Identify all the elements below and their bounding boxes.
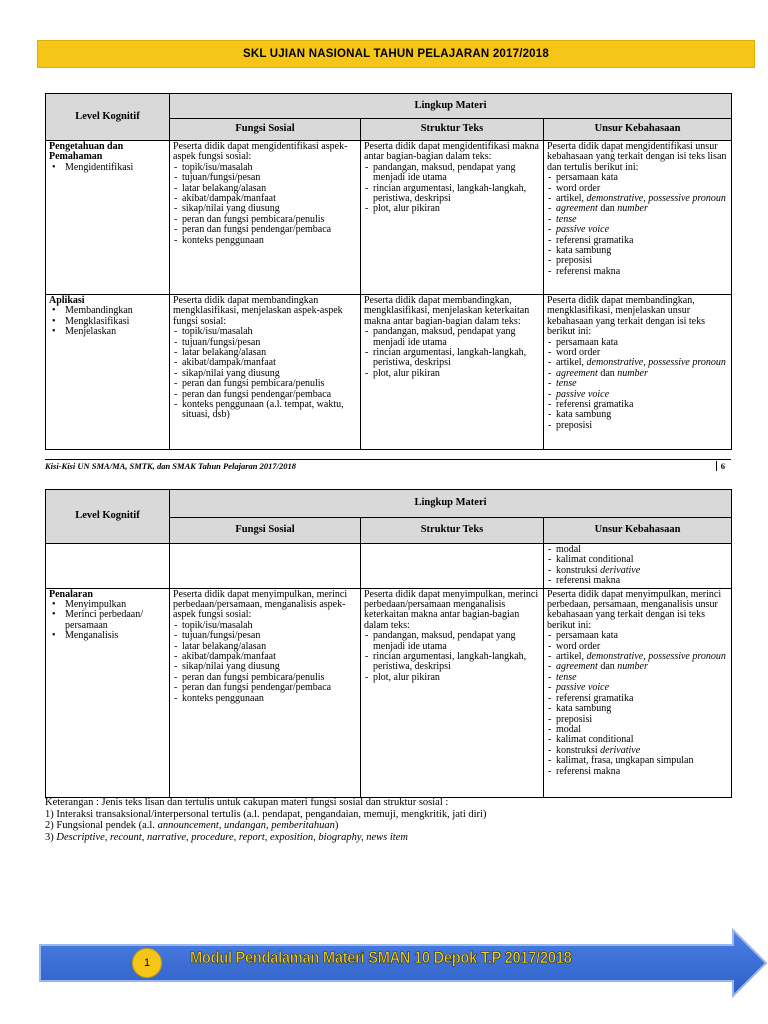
unsur-cell — [544, 544, 732, 589]
level-title: Penalaran — [49, 588, 93, 600]
list-item: - topik/isu/masalah — [173, 621, 357, 631]
list-item-italic: number — [617, 367, 648, 379]
list-item: - preposisi — [547, 715, 728, 725]
unsur-list — [547, 338, 728, 432]
notes-item-2 — [45, 820, 731, 832]
list-item-italic: demonstrative, possessive pronoun — [586, 193, 726, 205]
unsur-intro: Peserta didik dapat mengidentifikasi unsur kebahasaan yang terkait dengan isi teks lisan dan tertulis berikut ini: — [547, 141, 727, 173]
list-item-plain: artikel, — [556, 651, 587, 663]
document-header-bar — [37, 40, 755, 68]
list-item: - peran dan fungsi pembicara/penulis — [173, 673, 357, 683]
unsur-intro: Peserta didik dapat menyimpulkan, merinci perbedaan, persamaan, menganalisis unsur kebahasaan yang terkait dengan isi teks berikut ini: — [547, 588, 722, 631]
list-item: - latar belakang/alasan — [173, 184, 357, 194]
list-item-italic: number — [617, 661, 648, 673]
list-item-italic: demonstrative, possessive pronoun — [586, 357, 726, 369]
level-cell — [46, 141, 170, 295]
struktur-intro: Peserta didik dapat mengidentifikasi makna antar bagian-bagian dalam teks: — [364, 141, 539, 163]
list-item: - sikap/nilai yang diusung — [173, 204, 357, 214]
list-item: - referensi makna — [547, 767, 728, 777]
unsur-list — [547, 631, 728, 777]
level-list — [49, 163, 166, 173]
list-item: - referensi makna — [547, 267, 728, 277]
notes-item-3-plain: 3) — [45, 831, 57, 843]
list-item: - kalimat conditional — [547, 555, 728, 565]
list-item: - topik/isu/masalah — [173, 163, 357, 173]
list-item-italic: agreement — [556, 203, 598, 215]
list-item: - tujuan/fungsi/pesan — [173, 173, 357, 183]
list-item: - rincian argumentasi, langkah-langkah, peristiwa, deskripsi — [364, 348, 540, 369]
list-item: - peran dan fungsi pembicara/penulis — [173, 379, 357, 389]
lingkup-materi-header: Lingkup Materi — [170, 94, 732, 119]
fungsi-sosial-header: Fungsi Sosial — [170, 518, 361, 544]
list-item: - word order — [547, 184, 728, 194]
list-item: - akibat/dampak/manfaat — [173, 652, 357, 662]
fungsi-list — [173, 163, 357, 246]
fungsi-cell — [170, 295, 361, 450]
level-list — [49, 600, 166, 642]
fungsi-intro: Peserta didik dapat mengidentifikasi aspek-aspek fungsi sosial: — [173, 141, 348, 163]
struktur-teks-header: Struktur Teks — [361, 119, 544, 141]
skl-table-1 — [45, 93, 732, 450]
page-caption — [45, 459, 731, 471]
level-title: Aplikasi — [49, 295, 85, 306]
table-row — [46, 295, 732, 450]
list-item: - peran dan fungsi pembicara/penulis — [173, 215, 357, 225]
fungsi-list — [173, 327, 357, 421]
list-item: - preposisi — [547, 421, 728, 431]
notes-item-3-italic: Descriptive, recount, narrative, procedure, report, exposition, biography, news item — [56, 831, 408, 843]
list-item: • Menyimpulkan — [49, 600, 166, 610]
fungsi-cell — [170, 141, 361, 295]
list-item: • Mengklasifikasi — [49, 317, 166, 327]
skl-table-2 — [45, 489, 732, 798]
lingkup-materi-header: Lingkup Materi — [170, 490, 732, 518]
list-item: - persamaan kata — [547, 173, 728, 183]
list-item: - akibat/dampak/manfaat — [173, 358, 357, 368]
level-cell — [46, 295, 170, 450]
list-item: - tujuan/fungsi/pesan — [173, 631, 357, 641]
notes-item-2-plain: 2) Fungsional pendek (a.l. — [45, 820, 158, 831]
notes-item-2-italic: announcement, undangan, pemberitahuan — [157, 820, 335, 831]
list-item: - plot, alur pikiran — [364, 369, 540, 379]
unsur-kebahasaan-header: Unsur Kebahasaan — [544, 119, 732, 141]
fungsi-intro: Peserta didik dapat membandingkan mengklasifikasi, menjelaskan aspek-aspek fungsi sosial: — [173, 295, 343, 327]
list-item: - preposisi — [547, 256, 728, 266]
struktur-teks-header: Struktur Teks — [361, 518, 544, 544]
list-item: - latar belakang/alasan — [173, 642, 357, 652]
list-item: - tense — [547, 379, 728, 389]
list-item: - kata sambung — [547, 246, 728, 256]
list-item: - tujuan/fungsi/pesan — [173, 338, 357, 348]
list-item: - referensi gramatika — [547, 236, 728, 246]
list-item: • Menjelaskan — [49, 327, 166, 337]
table-row — [46, 141, 732, 295]
struktur-intro: Peserta didik dapat menyimpulkan, merinci perbedaan/persamaan menganalisis keterkaitan makna antar bagian-bagian dalam teks: — [364, 588, 539, 631]
list-item: - rincian argumentasi, langkah-langkah, peristiwa, deskripsi — [364, 652, 540, 673]
list-item: - passive voice — [547, 390, 728, 400]
list-item: - persamaan kata — [547, 338, 728, 348]
level-cell — [46, 544, 170, 589]
list-item: - kalimat, frasa, ungkapan simpulan — [547, 756, 728, 766]
list-item: - sikap/nilai yang diusung — [173, 662, 357, 672]
list-item: - latar belakang/alasan — [173, 348, 357, 358]
notes-item-3 — [45, 832, 731, 844]
list-item: - passive voice — [547, 225, 728, 235]
fungsi-intro: Peserta didik dapat menyimpulkan, merinci perbedaan/persamaan, menganalisis aspek-aspek fungsi sosial: — [173, 588, 348, 621]
fungsi-cell — [170, 588, 361, 797]
struktur-cell — [361, 588, 544, 797]
list-item: - peran dan fungsi pendengar/pembaca — [173, 225, 357, 235]
list-item: - pandangan, maksud, pendapat yang menjadi ide utama — [364, 163, 540, 184]
list-item: - word order — [547, 642, 728, 652]
list-item: - pandangan, maksud, pendapat yang menjadi ide utama — [364, 631, 540, 652]
list-item: - modal — [547, 725, 728, 735]
list-item-plain: artikel, — [556, 357, 587, 369]
list-item: - persamaan kata — [547, 631, 728, 641]
list-item-italic: agreement — [556, 367, 598, 379]
unsur-cell — [544, 295, 732, 450]
list-item-plain: dan — [597, 203, 618, 215]
unsur-intro: Peserta didik dapat membandingkan, mengklasifikasi, menjelaskan unsur kebahasaan yang terkait dengan isi teks berikut ini: — [547, 295, 705, 338]
level-list — [49, 306, 166, 337]
list-item: - pandangan, maksud, pendapat yang menjadi ide utama — [364, 327, 540, 348]
list-item-italic: derivative — [600, 564, 641, 576]
list-item: - kata sambung — [547, 704, 728, 714]
page-number: 6 — [716, 461, 731, 471]
footer-page-badge: 1 — [132, 948, 162, 978]
list-item: • Mengidentifikasi — [49, 163, 166, 173]
notes-item-1: 1) Interaksi transaksional/interpersonal tertulis (a.l. pendapat, pengandaian, memuji, mengkritik, jati diri) — [45, 808, 487, 820]
level-kognitif-header: Level Kognitif — [46, 94, 170, 141]
notes-item-2-close: ) — [334, 820, 339, 831]
unsur-list — [547, 173, 728, 277]
struktur-list — [364, 327, 540, 379]
level-title: Pengetahuan dan Pemahaman — [49, 141, 124, 163]
list-item: - tense — [547, 215, 728, 225]
list-item: - plot, alur pikiran — [364, 673, 540, 683]
notes-block — [45, 797, 731, 843]
fungsi-sosial-header: Fungsi Sosial — [170, 119, 361, 141]
list-item: - kata sambung — [547, 410, 728, 420]
list-item: - sikap/nilai yang diusung — [173, 369, 357, 379]
list-item-plain: konstruksi — [556, 744, 601, 756]
list-item: - akibat/dampak/manfaat — [173, 194, 357, 204]
level-kognitif-header: Level Kognitif — [46, 490, 170, 544]
list-item: - kalimat conditional — [547, 735, 728, 745]
table-row — [46, 588, 732, 797]
document-title: SKL UJIAN NASIONAL TAHUN PELAJARAN 2017/2018 — [243, 48, 549, 60]
struktur-list — [364, 163, 540, 215]
unsur-kebahasaan-header: Unsur Kebahasaan — [544, 518, 732, 544]
list-item: - tense — [547, 673, 728, 683]
struktur-cell — [361, 295, 544, 450]
list-item: - konteks penggunaan — [173, 694, 357, 704]
list-item: - topik/isu/masalah — [173, 327, 357, 337]
struktur-intro: Peserta didik dapat membandingkan, mengklasifikasi, menjelaskan keterkaitan makna antar bagian-bagian dalam teks: — [364, 295, 530, 327]
list-item-italic: agreement — [556, 661, 598, 673]
list-item: - passive voice — [547, 683, 728, 693]
caption-text: Kisi-Kisi UN SMA/MA, SMTK, dan SMAK Tahun Pelajaran 2017/2018 — [45, 461, 296, 471]
fungsi-cell — [170, 544, 361, 589]
unsur-cell — [544, 141, 732, 295]
list-item-plain: artikel, — [556, 193, 587, 205]
list-item: - referensi makna — [547, 576, 728, 586]
level-cell — [46, 588, 170, 797]
list-item-plain: konstruksi — [556, 564, 601, 576]
notes-intro: Keterangan : Jenis teks lisan dan tertulis untuk cakupan materi fungsi sosial dan struktur sosial : — [45, 797, 449, 808]
list-item: - plot, alur pikiran — [364, 204, 540, 214]
list-item: - modal — [547, 545, 728, 555]
list-item: - word order — [547, 348, 728, 358]
list-item: • Membandingkan — [49, 306, 166, 316]
struktur-cell — [361, 141, 544, 295]
list-item: - konteks penggunaan (a.l. tempat, waktu, situasi, dsb) — [173, 400, 357, 421]
list-item: • Menganalisis — [49, 631, 166, 641]
list-item: - rincian argumentasi, langkah-langkah, peristiwa, deskripsi — [364, 184, 540, 205]
list-item-plain: dan — [597, 367, 618, 379]
unsur-cell — [544, 588, 732, 797]
list-item-italic: derivative — [600, 744, 641, 756]
list-item: - referensi gramatika — [547, 400, 728, 410]
list-item: - referensi gramatika — [547, 694, 728, 704]
list-item-italic: demonstrative, possessive pronoun — [586, 651, 726, 663]
unsur-list — [547, 545, 728, 587]
fungsi-list — [173, 621, 357, 704]
struktur-cell — [361, 544, 544, 589]
list-item: • Merinci perbedaan/ persamaan — [49, 610, 166, 631]
list-item-plain: dan — [597, 661, 618, 673]
table-row — [46, 544, 732, 589]
list-item: - peran dan fungsi pendengar/pembaca — [173, 390, 357, 400]
list-item-italic: number — [617, 203, 648, 215]
struktur-list — [364, 631, 540, 683]
footer-title: Modul Pendalaman Materi SMAN 10 Depok T.P 2017/2018 — [190, 948, 572, 967]
list-item: - peran dan fungsi pendengar/pembaca — [173, 683, 357, 693]
list-item: - konteks penggunaan — [173, 236, 357, 246]
